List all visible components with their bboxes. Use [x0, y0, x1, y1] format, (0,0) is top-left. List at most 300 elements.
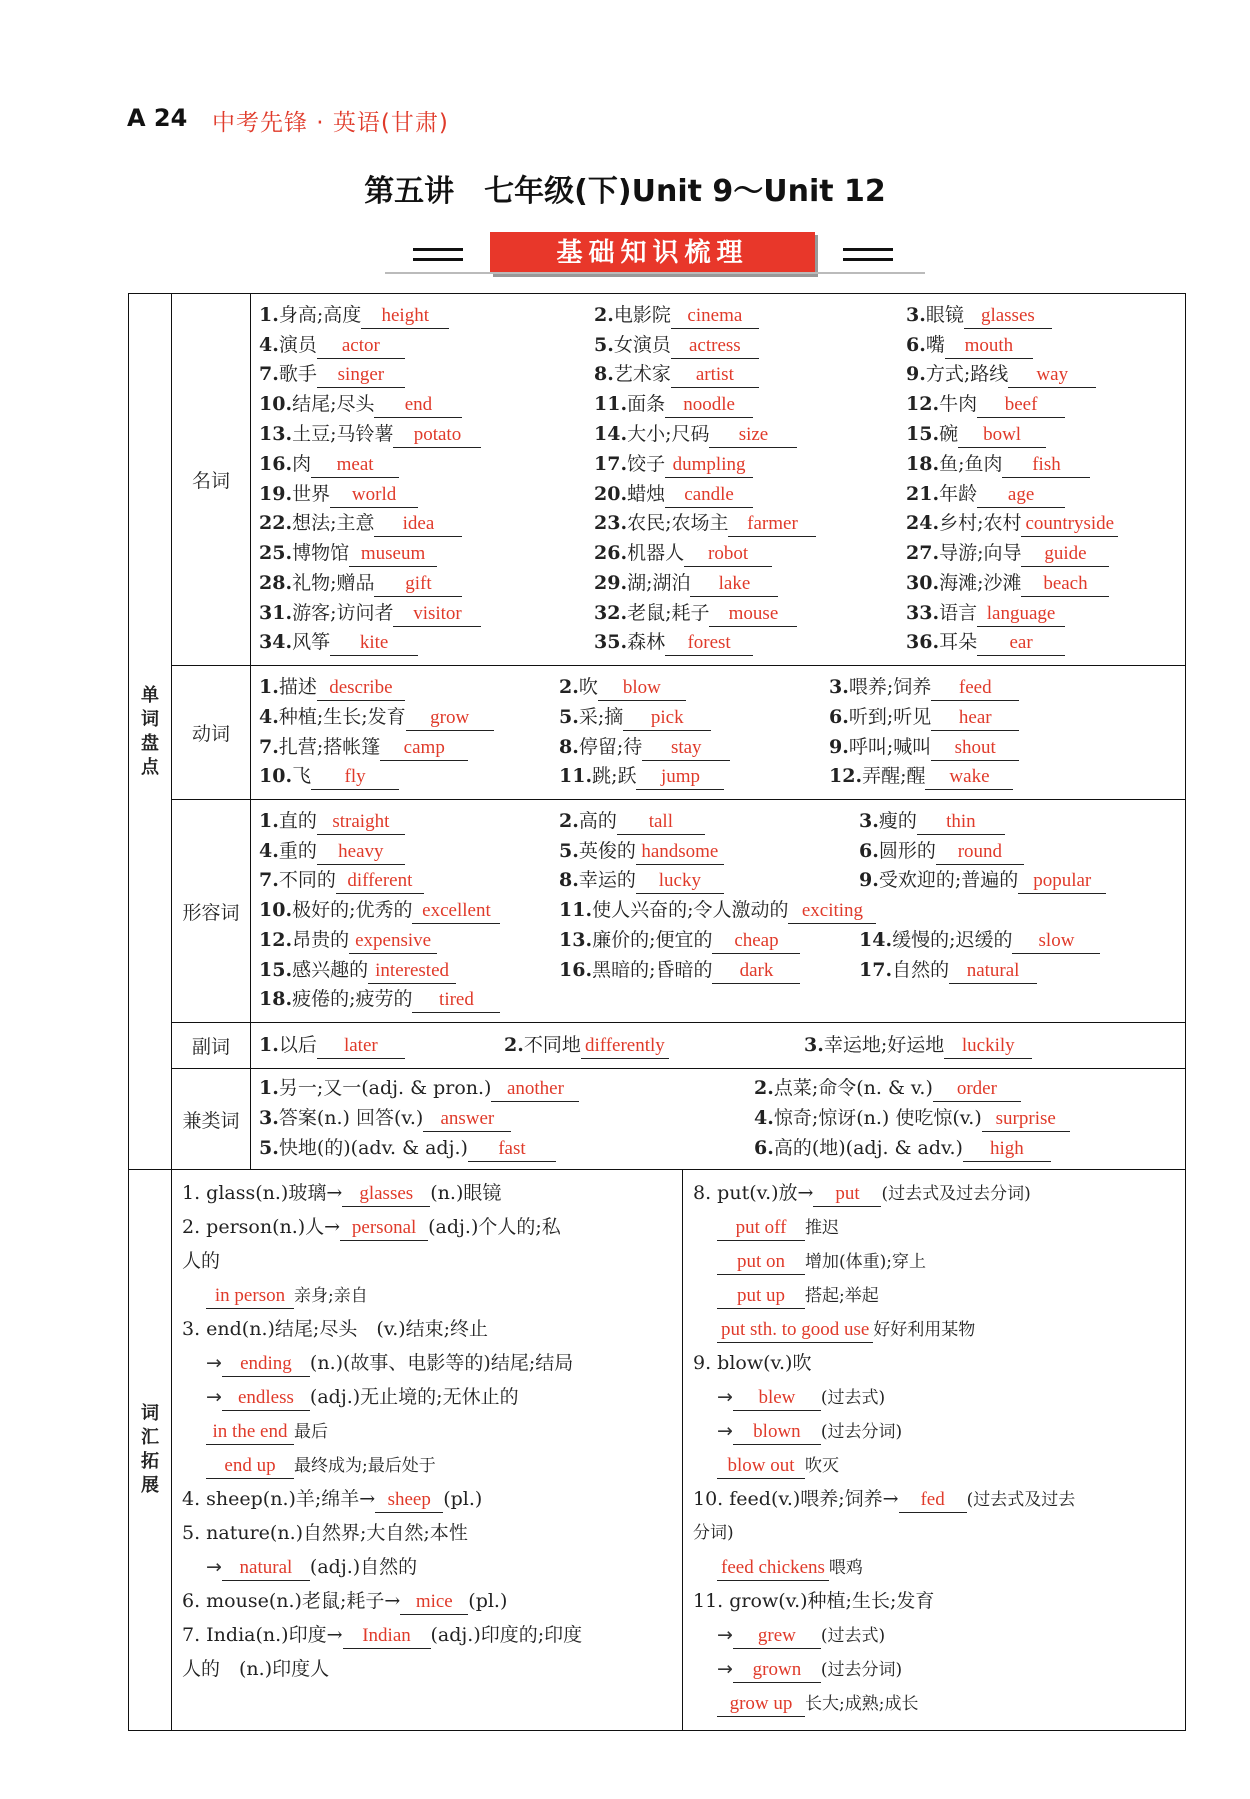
ext-answer: grow up [717, 1692, 805, 1717]
vocab-item [754, 1134, 1154, 1164]
vocab-item [259, 450, 594, 480]
item-chinese: 农民;农场主 [627, 512, 729, 535]
vocab-item [594, 569, 906, 599]
item-number: 3. [859, 809, 879, 832]
item-answer: surprise [982, 1107, 1070, 1132]
item-number: 1. [259, 675, 279, 698]
item-chinese: 碗 [939, 422, 959, 445]
ext-item [182, 1482, 672, 1516]
vocab-item [859, 926, 1159, 956]
item-chinese: 年龄 [939, 482, 978, 505]
ext-item [182, 1346, 672, 1380]
ext-text: 搭起;举起 [805, 1286, 879, 1306]
nouns-cell [251, 294, 1186, 666]
ext-text: (过去式) [820, 1388, 886, 1408]
item-answer: meat [311, 453, 399, 478]
banner-right-bar [843, 248, 893, 251]
item-chinese: 使人兴奋的;令人激动的 [592, 899, 789, 922]
item-chinese: 肉 [292, 452, 312, 475]
item-number: 8. [594, 363, 614, 386]
ext-answer: personal [340, 1216, 428, 1241]
item-chinese: 直的 [278, 809, 317, 832]
item-chinese: 想法;主意 [292, 512, 375, 535]
item-chinese: 跳;跃 [592, 765, 637, 788]
item-answer: luckily [944, 1034, 1032, 1059]
item-number: 1. [259, 1033, 279, 1056]
banner-underline [385, 272, 925, 274]
vocab-item [259, 866, 559, 896]
ext-text: (过去分词) [820, 1660, 903, 1680]
vocab-item [259, 509, 594, 539]
ext-text: (过去式及过去分词) [881, 1184, 1031, 1204]
vocab-item [259, 539, 594, 569]
item-answer: blow [598, 676, 686, 701]
item-answer: size [709, 423, 797, 448]
item-number: 14. [594, 422, 628, 445]
item-answer: dark [712, 959, 800, 984]
item-chinese: 停留;待 [578, 735, 643, 758]
item-answer: grow [406, 706, 494, 731]
item-answer: singer [317, 363, 405, 388]
item-number: 16. [559, 958, 593, 981]
item-chinese: 眼镜 [925, 303, 964, 326]
item-number: 11. [559, 765, 593, 788]
item-answer: pick [623, 706, 711, 731]
item-number: 11. [559, 899, 593, 922]
subcat-adverbs: 副词 [172, 1023, 251, 1069]
item-number: 12. [906, 393, 940, 416]
item-number: 3. [829, 675, 849, 698]
item-chinese: 女演员 [613, 333, 671, 356]
item-answer: mouth [945, 334, 1033, 359]
ext-item [693, 1210, 1175, 1244]
ext-text: (adj.)个人的;私 [428, 1216, 561, 1238]
item-chinese: 种植;生长;发育 [278, 705, 406, 728]
item-chinese: 另一;又一(adj. & pron.) [278, 1077, 492, 1100]
ext-text: 推迟 [805, 1218, 839, 1238]
item-answer: beach [1021, 572, 1109, 597]
item-number: 5. [559, 839, 579, 862]
item-chinese: 扎营;搭帐篷 [278, 735, 381, 758]
subcat-nouns: 名词 [172, 294, 251, 666]
item-answer: end [374, 393, 462, 418]
ext-text: (过去分词) [820, 1422, 903, 1442]
extension-right-column [683, 1170, 1185, 1730]
item-number: 1. [259, 303, 279, 326]
ext-item: 5. nature(n.)自然界;大自然;本性 [182, 1522, 468, 1544]
arrow-icon: → [206, 1352, 222, 1374]
item-chinese: 结尾;尽头 [292, 393, 375, 416]
ext-item: 9. blow(v.)吹 [693, 1352, 812, 1374]
item-answer: exciting [788, 899, 876, 924]
item-number: 32. [594, 601, 628, 624]
item-chinese: 海滩;沙滩 [939, 571, 1022, 594]
item-chinese: 高的(地)(adj. & adv.) [773, 1136, 963, 1159]
extension-left-column [172, 1170, 683, 1730]
item-chinese: 黑暗的;昏暗的 [592, 958, 713, 981]
item-answer: shout [931, 736, 1019, 761]
item-number: 24. [906, 512, 940, 535]
item-number: 26. [594, 542, 628, 565]
item-number: 14. [859, 928, 893, 951]
item-number: 12. [259, 928, 293, 951]
item-number: 12. [829, 765, 863, 788]
item-chinese: 喂养;饲养 [848, 675, 932, 698]
item-answer: round [936, 840, 1024, 865]
item-chinese: 幸运的 [578, 869, 636, 892]
item-chinese: 蜡烛 [627, 482, 666, 505]
item-answer: candle [665, 483, 753, 508]
item-number: 17. [594, 452, 628, 475]
item-chinese: 听到;听见 [848, 705, 932, 728]
vocab-item [594, 420, 906, 450]
vocabulary-table [128, 293, 1186, 1731]
item-chinese: 以后 [278, 1033, 317, 1056]
item-number: 2. [559, 809, 579, 832]
section-banner: 基础知识梳理 [490, 232, 815, 274]
item-chinese: 大小;尺码 [627, 422, 710, 445]
ext-answer: put up [717, 1284, 805, 1309]
ext-answer: end up [206, 1454, 294, 1479]
item-answer: way [1008, 363, 1096, 388]
item-number: 9. [859, 869, 879, 892]
item-chinese: 嘴 [925, 333, 945, 356]
item-chinese: 面条 [627, 393, 666, 416]
vocab-item [259, 480, 594, 510]
ext-text: (过去式) [820, 1626, 886, 1646]
item-answer: world [330, 483, 418, 508]
ext-text: 8. put(v.)放→ [693, 1182, 814, 1204]
item-answer: fly [311, 765, 399, 790]
ext-text: (adj.)自然的 [309, 1556, 418, 1578]
ext-item [693, 1550, 1175, 1584]
ext-item [182, 1448, 672, 1482]
item-number: 4. [259, 705, 279, 728]
vocab-item [906, 450, 1166, 480]
ext-item [693, 1482, 1175, 1516]
vocab-item [906, 539, 1166, 569]
adverbs-cell [251, 1023, 1186, 1069]
item-chinese: 昂贵的 [292, 928, 350, 951]
vocab-item [559, 866, 859, 896]
vocab-item [829, 762, 1159, 792]
item-chinese: 飞 [292, 765, 312, 788]
ext-item [693, 1618, 1175, 1652]
ext-text: 2. person(n.)人→ [182, 1216, 341, 1238]
item-chinese: 惊奇;惊讶(n.) 使吃惊(v.) [773, 1107, 982, 1130]
item-answer: robot [684, 542, 772, 567]
ext-item [182, 1380, 672, 1414]
book-series-title: 中考先锋 · 英语(甘肃) [212, 110, 449, 136]
item-chinese: 描述 [278, 675, 317, 698]
vocab-item [259, 569, 594, 599]
ext-answer: endless [222, 1386, 310, 1411]
item-answer: idea [374, 512, 462, 537]
ext-answer: blow out [717, 1454, 805, 1479]
item-number: 30. [906, 571, 940, 594]
verbs-grid [251, 669, 1185, 796]
ext-text: (pl.) [443, 1488, 483, 1510]
item-number: 33. [906, 601, 940, 624]
item-chinese: 歌手 [278, 363, 317, 386]
item-number: 36. [906, 631, 940, 654]
multi-class-grid [251, 1070, 1185, 1167]
ext-text: 好好利用某物 [873, 1320, 976, 1340]
item-answer: wake [925, 765, 1013, 790]
item-answer: cinema [671, 304, 759, 329]
item-answer: natural [949, 959, 1037, 984]
item-chinese: 弄醒;醒 [862, 765, 926, 788]
item-chinese: 鱼;鱼肉 [939, 452, 1003, 475]
item-number: 5. [559, 705, 579, 728]
item-number: 3. [804, 1033, 824, 1056]
arrow-icon: → [206, 1556, 222, 1578]
ext-answer: put off [717, 1216, 805, 1241]
ext-item [693, 1244, 1175, 1278]
adverbs-grid [251, 1027, 1185, 1065]
vocab-item [829, 703, 1159, 733]
ext-item: 11. grow(v.)种植;生长;发育 [693, 1590, 935, 1612]
vocab-item [559, 762, 829, 792]
item-chinese: 湖;湖泊 [627, 571, 691, 594]
item-chinese: 耳朵 [939, 631, 978, 654]
item-chinese: 游客;访问者 [292, 601, 394, 624]
item-chinese: 幸运地;好运地 [823, 1033, 945, 1056]
ext-item [182, 1210, 672, 1244]
category-label: 单词盘点 [141, 684, 159, 778]
item-answer: actor [317, 334, 405, 359]
vocab-item [594, 301, 906, 331]
lecture-title: 第五讲 七年级(下)Unit 9～Unit 12 [364, 174, 886, 209]
item-chinese: 语言 [939, 601, 978, 624]
item-number: 29. [594, 571, 628, 594]
item-chinese: 呼叫;喊叫 [848, 735, 932, 758]
vocab-item [259, 956, 559, 986]
item-number: 27. [906, 542, 940, 565]
item-chinese: 高的 [578, 809, 617, 832]
item-chinese: 受欢迎的;普遍的 [878, 869, 1019, 892]
item-number: 6. [859, 839, 879, 862]
item-number: 18. [259, 988, 293, 1011]
item-answer: guide [1021, 542, 1109, 567]
vocab-item [559, 837, 859, 867]
vocab-item [259, 762, 559, 792]
item-answer: lake [690, 572, 778, 597]
item-answer: actress [671, 334, 759, 359]
ext-item [693, 1686, 1175, 1720]
vocab-item [559, 673, 829, 703]
item-answer: feed [931, 676, 1019, 701]
item-number: 4. [259, 839, 279, 862]
item-chinese: 缓慢的;迟缓的 [892, 928, 1013, 951]
item-number: 11. [594, 393, 628, 416]
item-chinese: 电影院 [613, 303, 671, 326]
vocab-item [259, 703, 559, 733]
item-chinese: 采;摘 [578, 705, 624, 728]
ext-item [182, 1618, 672, 1652]
ext-text: 7. India(n.)印度→ [182, 1624, 343, 1646]
banner-left-bar [413, 258, 463, 261]
item-chinese: 瘦的 [878, 809, 917, 832]
item-chinese: 牛肉 [939, 393, 978, 416]
item-chinese: 方式;路线 [925, 363, 1009, 386]
item-number: 10. [259, 899, 293, 922]
ext-text: 最后 [294, 1422, 328, 1442]
item-chinese: 风筝 [292, 631, 331, 654]
vocab-item [259, 390, 594, 420]
item-answer: farmer [728, 512, 816, 537]
item-number: 28. [259, 571, 293, 594]
item-answer: order [933, 1077, 1021, 1102]
vocab-item [859, 866, 1159, 896]
item-number: 15. [259, 958, 293, 981]
ext-item [693, 1176, 1175, 1210]
item-number: 9. [906, 363, 926, 386]
item-chinese: 礼物;赠品 [292, 571, 375, 594]
ext-text: (过去式及过去 [966, 1490, 1076, 1510]
vocab-item [259, 1104, 754, 1134]
item-chinese: 不同的 [278, 869, 336, 892]
adjectives-cell [251, 800, 1186, 1023]
item-answer: mouse [709, 602, 797, 627]
section-banner-wrap [385, 228, 925, 278]
item-answer: another [491, 1077, 579, 1102]
vocab-item [906, 599, 1166, 629]
item-number: 21. [906, 482, 940, 505]
ext-answer: Indian [343, 1624, 431, 1649]
item-answer: ear [977, 631, 1065, 656]
vocab-item [906, 628, 1166, 658]
item-number: 13. [259, 422, 293, 445]
ext-text: 喂鸡 [828, 1558, 863, 1578]
item-number: 6. [906, 333, 926, 356]
adjectives-grid [251, 803, 1185, 1020]
vocab-item [259, 1074, 754, 1104]
vocab-item [906, 509, 1166, 539]
item-chinese: 老鼠;耗子 [627, 601, 710, 624]
vocab-item [906, 301, 1166, 331]
vocab-item [259, 360, 594, 390]
extension-cell [172, 1170, 1186, 1731]
item-answer: excellent [412, 899, 500, 924]
item-number: 9. [829, 735, 849, 758]
item-chinese: 自然的 [892, 958, 950, 981]
vocab-item [594, 539, 906, 569]
ext-item: 人的 (n.)印度人 [182, 1658, 330, 1680]
item-chinese: 博物馆 [292, 542, 350, 565]
item-chinese: 导游;向导 [939, 542, 1022, 565]
item-answer: expensive [349, 929, 437, 954]
ext-text: 6. mouse(n.)老鼠;耗子→ [182, 1590, 401, 1612]
item-chinese: 重的 [278, 839, 317, 862]
vocab-item [559, 703, 829, 733]
vocab-item [859, 837, 1159, 867]
item-chinese: 森林 [627, 631, 666, 654]
vocab-item [906, 420, 1166, 450]
ext-text: (adj.)无止境的;无休止的 [309, 1386, 519, 1408]
category-label: 词汇拓展 [141, 1403, 159, 1496]
item-number: 15. [906, 422, 940, 445]
subcat-adjectives: 形容词 [172, 800, 251, 1023]
item-answer: camp [380, 736, 468, 761]
vocab-item [906, 360, 1166, 390]
ext-item [182, 1414, 672, 1448]
vocab-item [754, 1074, 1154, 1104]
item-number: 20. [594, 482, 628, 505]
ext-answer: grew [733, 1624, 821, 1649]
item-number: 4. [259, 333, 279, 356]
vocab-item [594, 390, 906, 420]
item-chinese: 廉价的;便宜的 [592, 928, 713, 951]
item-number: 8. [559, 735, 579, 758]
item-answer: jump [636, 765, 724, 790]
item-number: 1. [259, 1077, 279, 1100]
item-answer: popular [1018, 869, 1106, 894]
item-chinese: 土豆;马铃薯 [292, 422, 394, 445]
ext-answer: ending [222, 1352, 310, 1377]
vocab-item [829, 733, 1159, 763]
item-answer: museum [349, 542, 437, 567]
vocab-item [859, 956, 1159, 986]
item-answer: stay [642, 736, 730, 761]
ext-item [693, 1380, 1175, 1414]
item-answer: cheap [712, 929, 800, 954]
category-vocab-extension [129, 1170, 172, 1731]
vocab-item [259, 926, 559, 956]
item-number: 16. [259, 452, 293, 475]
vocab-item [859, 807, 1159, 837]
arrow-icon: → [717, 1658, 733, 1680]
nouns-grid [251, 297, 1185, 663]
ext-text: (adj.)印度的;印度 [430, 1624, 583, 1646]
ext-answer: put [813, 1182, 881, 1207]
banner-right-bar [843, 258, 893, 261]
item-number: 2. [754, 1077, 774, 1100]
vocab-item [259, 673, 559, 703]
item-number: 10. [259, 393, 293, 416]
item-answer: later [317, 1034, 405, 1059]
item-answer: dumpling [665, 453, 753, 478]
item-answer: bowl [958, 423, 1046, 448]
item-answer: language [977, 602, 1065, 627]
vocab-item [906, 390, 1166, 420]
banner-left-bar [413, 248, 463, 251]
item-chinese: 机器人 [627, 542, 685, 565]
item-answer: hear [931, 706, 1019, 731]
multi-cell [251, 1069, 1186, 1170]
item-chinese: 答案(n.) 回答(v.) [278, 1107, 424, 1130]
item-number: 3. [259, 1107, 279, 1130]
vocab-item [259, 331, 594, 361]
item-answer: tall [617, 810, 705, 835]
vocab-item [594, 450, 906, 480]
item-answer: describe [317, 676, 405, 701]
item-number: 31. [259, 601, 293, 624]
item-number: 35. [594, 631, 628, 654]
extension-content [172, 1170, 1185, 1730]
item-number: 5. [594, 333, 614, 356]
vocab-item [906, 569, 1166, 599]
ext-item: 3. end(n.)结尾;尽头 (v.)结束;终止 [182, 1318, 489, 1340]
item-chinese: 乡村;农村 [939, 512, 1022, 535]
vocab-item [559, 896, 1159, 926]
item-answer: straight [317, 810, 405, 835]
item-number: 25. [259, 542, 293, 565]
ext-text: (n.)眼镜 [430, 1182, 502, 1204]
vocab-item [259, 599, 594, 629]
ext-answer: in the end [206, 1420, 294, 1445]
vocab-item [259, 1031, 504, 1061]
